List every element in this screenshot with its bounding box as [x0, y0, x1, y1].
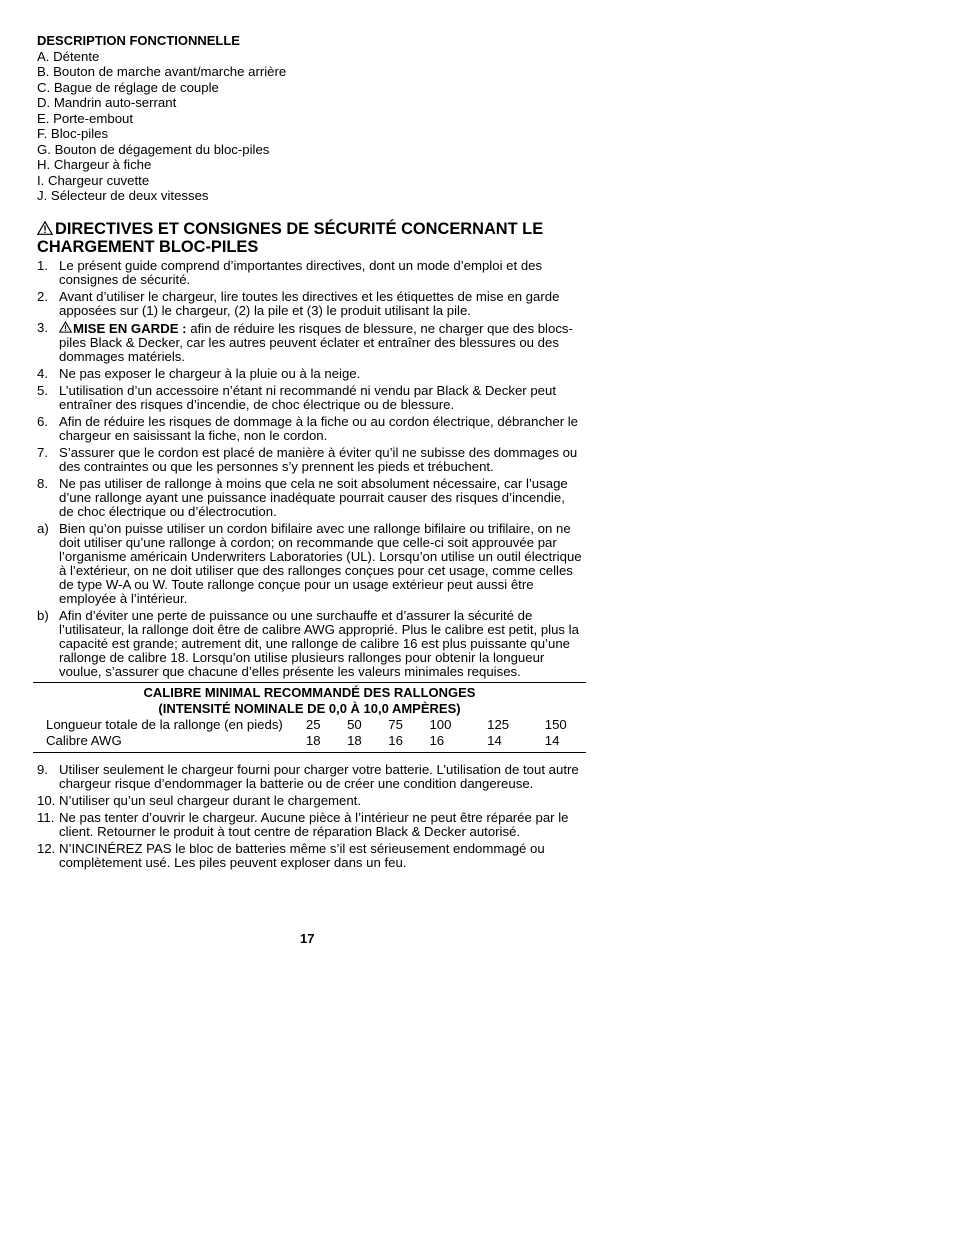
warning-triangle-icon — [37, 221, 53, 235]
description-title: DESCRIPTION FONCTIONNELLE — [37, 33, 240, 48]
description-item: C. Bague de réglage de couple — [37, 79, 219, 95]
table-title: CALIBRE MINIMAL RECOMMANDÉ DES RALLONGES — [143, 684, 476, 700]
list-item: 8. Ne pas utiliser de rallonge à moins que cela ne soit absolument nécessaire, car l’usage d’une rallonge ayant une puissance inadéquate pourrait causer des risques d’incendie, de choc électrique ou d’électrocution. — [37, 475, 568, 519]
description-item: D. Mandrin auto-serrant — [37, 95, 177, 110]
table-subtitle: (INTENSITÉ NOMINALE DE 0,0 À 10,0 AMPÈRES) — [158, 700, 461, 716]
list-item: a) Bien qu’on puisse utiliser un cordon bifilaire avec une rallonge bifilaire ou trifilaire, on ne doit utiliser qu’une rallonge à cordon; on recommande que celle-ci soit approuvée par l’organisme américain Underwriters Laboratories (UL). Lorsqu’on utilise un outil électrique à l’extérieur, on ne doit utiliser que des rallonges conçues pour cet usage, comme celles de type W-A ou W. Toute rallonge conçue pour un usage extérieur peut aussi être employée à l’intérieur. — [37, 520, 582, 606]
description-item: H. Chargeur à fiche — [37, 157, 152, 172]
list-item: 2. Avant d’utiliser le chargeur, lire toutes les directives et les étiquettes de mise en garde apposées sur (1) le chargeur, (2) la pile et (3) le produit utilisant la pile. — [37, 288, 560, 318]
safety-list — [37, 259, 582, 679]
description-item: F. Bloc-piles — [37, 126, 109, 141]
table-row: Calibre AWG 18 18 16 16 14 14 — [46, 732, 560, 748]
list-item-warning: 3. MISE EN GARDE : afin de réduire les risques de blessure, ne charger que des blocs-piles Black & Decker, car les autres peuvent éclater et entraîner des blessures ou des dommages matériels. — [37, 319, 573, 364]
list-item: b) Afin d’éviter une perte de puissance ou une surchauffe et d’assurer la sécurité de l’utilisateur, la rallonge doit être de calibre AWG approprié. Plus le calibre est petit, plus la capacité est grande; autrement dit, une rallonge de calibre 16 est plus puissante qu’une rallonge de calibre 18. Lorsqu’on utilise plusieurs rallonges pour obtenir la longueur voulue, s’assurer que chacune d’elles présente les valeurs minimales requises. — [37, 607, 579, 679]
gauge-table — [33, 717, 586, 749]
description-item: I. Chargeur cuvette — [37, 172, 150, 188]
list-item: 4. Ne pas exposer le chargeur à la pluie ou à la neige. — [37, 365, 361, 381]
description-item: J. Sélecteur de deux vitesses — [37, 188, 209, 203]
description-item: B. Bouton de marche avant/marche arrière — [37, 64, 287, 79]
list-item: 10. N’utiliser qu’un seul chargeur durant le chargement. — [37, 792, 362, 808]
list-item: 7. S’assurer que le cordon est placé de manière à éviter qu’il ne subisse des dommages ou des contraintes ou que les personnes s’y prennent les pieds et trébuchent. — [37, 444, 578, 474]
warning-label: MISE EN GARDE : — [73, 320, 187, 336]
table-row: Longueur totale de la rallonge (en pieds) 25 50 75 100 125 150 — [46, 716, 567, 732]
description-item: G. Bouton de dégagement du bloc-piles — [37, 141, 270, 157]
safety-heading-text: DIRECTIVES ET CONSIGNES DE SÉCURITÉ CONCERNANT LE CHARGEMENT BLOC-PILES — [37, 219, 544, 256]
list-item: 5. L’utilisation d’un accessoire n’étant ni recommandé ni vendu par Black & Decker peut entraîner des risques d’incendie, de choc électrique ou de blessure. — [37, 382, 557, 412]
list-item: 6. Afin de réduire les risques de dommage à la fiche ou au cordon électrique, débrancher le chargeur en saisissant la fiche, non le cordon. — [37, 413, 579, 443]
list-item: 11. Ne pas tenter d’ouvrir le chargeur. Aucune pièce à l’intérieur ne peut être réparée par le client. Retourner le produit à tout centre de réparation Black & Decker autorisé. — [37, 809, 569, 839]
safety-heading — [37, 220, 582, 256]
safety-list-continued — [37, 763, 582, 870]
list-item: 1. Le présent guide comprend d’importantes directives, dont un mode d’emploi et des consignes de sécurité. — [37, 257, 543, 287]
page-column — [37, 33, 582, 873]
list-item: 9. Utiliser seulement le chargeur fourni pour charger votre batterie. L’utilisation de tout autre chargeur risque d’endommager la batterie ou de créer une condition dangereuse. — [37, 761, 579, 791]
description-item: A. Détente — [37, 48, 100, 64]
list-item: 12. N’INCINÉREZ PAS le bloc de batteries même s’il est sérieusement endommagé ou complètement usé. Les piles peuvent exploser dans un feu. — [37, 840, 545, 870]
warning-triangle-icon — [59, 321, 72, 333]
page-number: 17 — [300, 931, 315, 946]
description-list — [37, 49, 582, 204]
description-item: E. Porte-embout — [37, 110, 134, 126]
extension-cord-table — [33, 682, 586, 753]
